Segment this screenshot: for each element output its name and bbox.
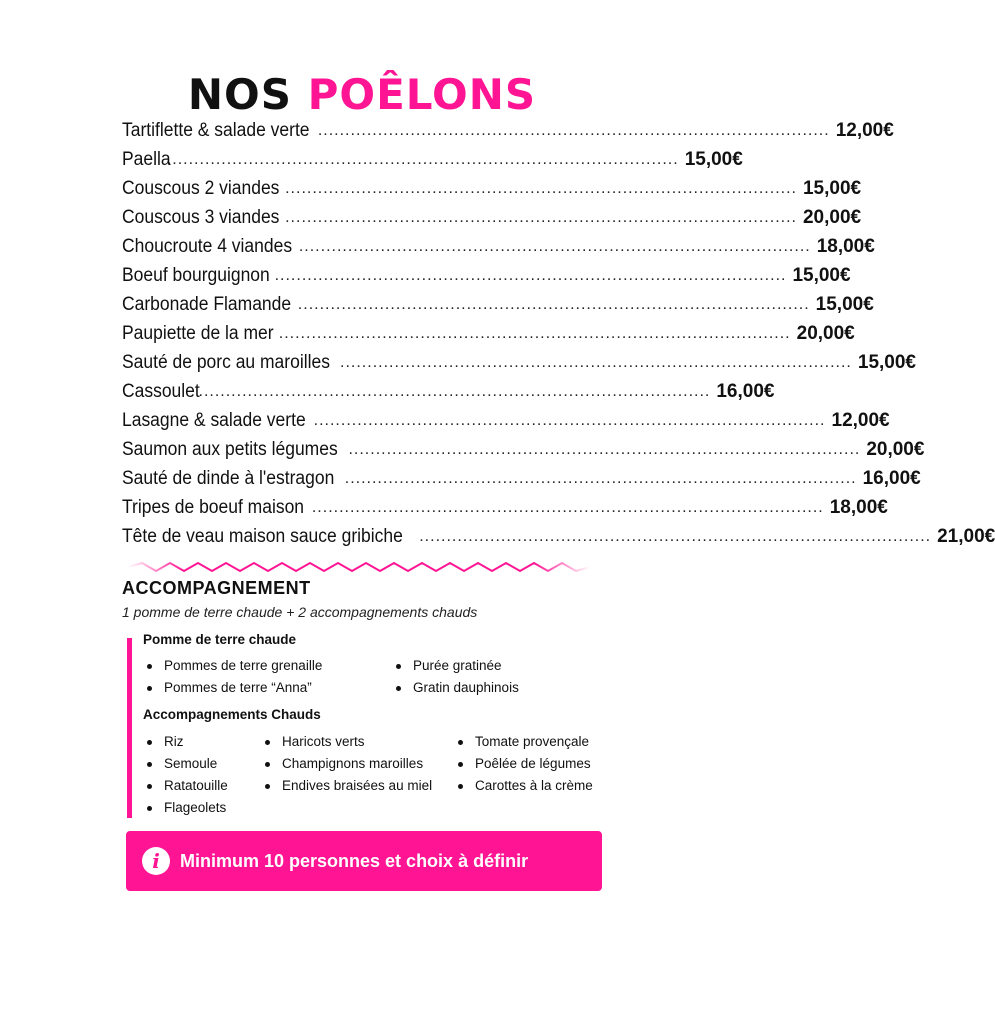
menu-item-name: Sauté de porc au maroilles	[122, 352, 330, 373]
dot-leader: ..............................................................................................	[311, 499, 824, 516]
dot-leader: ..............................................................................................	[348, 441, 861, 458]
list-item-label: Purée gratinée	[413, 658, 502, 673]
list-item-label: Riz	[164, 734, 184, 749]
menu-item-price: 16,00€	[862, 468, 921, 489]
menu-item-name: Couscous 3 viandes	[122, 207, 280, 228]
bullet-icon	[147, 740, 152, 745]
bullet-icon	[147, 784, 152, 789]
menu-item-name: Sauté de dinde à l'estragon	[122, 468, 335, 489]
menu-item	[122, 493, 888, 522]
dot-leader: ..............................................................................................	[278, 325, 791, 342]
menu-item-price: 20,00€	[796, 323, 855, 344]
dot-leader: ..............................................................................................	[166, 151, 679, 168]
list-item	[143, 753, 228, 775]
title-word-poelons: POÊLONS	[307, 70, 537, 119]
menu-list	[122, 116, 995, 551]
menu-item-name: Paupiette de la mer	[122, 323, 274, 344]
menu-item	[122, 203, 862, 232]
dot-leader: ..............................................................................................	[317, 122, 830, 139]
menu-item	[122, 406, 890, 435]
sides-title: Accompagnements Chauds	[143, 707, 321, 722]
list-item	[261, 753, 432, 775]
menu-item-price: 18,00€	[829, 497, 888, 518]
dot-leader: ..............................................................................................	[298, 238, 811, 255]
zigzag-divider	[128, 560, 590, 574]
menu-item	[122, 348, 916, 377]
list-item	[454, 731, 593, 753]
menu-item	[122, 319, 855, 348]
list-item-label: Gratin dauphinois	[413, 680, 519, 695]
list-item-label: Semoule	[164, 756, 218, 771]
accompagnement-subtitle: 1 pomme de terre chaude + 2 accompagnements chauds	[122, 604, 478, 620]
potatoes-col-1	[143, 655, 322, 699]
page-title	[0, 70, 724, 120]
menu-item-price: 15,00€	[857, 352, 916, 373]
dot-leader: ..............................................................................................	[297, 296, 810, 313]
menu-item	[122, 522, 995, 551]
list-item-label: Endives braisées au miel	[282, 778, 433, 793]
accent-bar	[127, 638, 132, 818]
list-item	[261, 775, 432, 797]
bullet-icon	[396, 664, 401, 669]
bullet-icon	[265, 740, 270, 745]
menu-item	[122, 232, 875, 261]
menu-item-price: 12,00€	[835, 120, 894, 141]
list-item-label: Ratatouille	[164, 778, 228, 793]
menu-item	[122, 145, 743, 174]
list-item-label: Champignons maroilles	[282, 756, 424, 771]
list-item-label: Pommes de terre “Anna”	[164, 680, 312, 695]
accompagnement-title: ACCOMPAGNEMENT	[122, 578, 311, 598]
dot-leader: ..............................................................................................	[285, 209, 797, 226]
menu-item-price: 18,00€	[816, 236, 875, 257]
list-item-label: Pommes de terre grenaille	[164, 658, 323, 673]
sides-col-2	[261, 731, 432, 797]
menu-item	[122, 116, 894, 145]
potatoes-title: Pomme de terre chaude	[143, 632, 297, 647]
info-banner	[126, 831, 602, 891]
bullet-icon	[458, 740, 463, 745]
potatoes-col-2	[392, 655, 519, 699]
dot-leader: ..............................................................................................	[274, 267, 787, 284]
bullet-icon	[147, 806, 152, 811]
dot-leader: ..............................................................................................	[340, 354, 852, 371]
menu-item-price: 15,00€	[802, 178, 862, 199]
list-item-label: Flageolets	[164, 800, 227, 815]
title-word-nos: NOS	[187, 70, 292, 119]
menu-item	[122, 261, 851, 290]
menu-item-price: 15,00€	[684, 149, 743, 170]
list-item	[392, 677, 519, 699]
list-item	[261, 731, 432, 753]
menu-item-name: Saumon aux petits légumes	[122, 439, 338, 460]
menu-item-name: Lasagne & salade verte	[122, 410, 306, 431]
menu-item-price: 15,00€	[792, 265, 851, 286]
menu-item-name: Cassoulet	[122, 381, 200, 402]
bullet-icon	[147, 762, 152, 767]
list-item	[454, 775, 593, 797]
menu-item-name: Boeuf bourguignon	[122, 265, 270, 286]
list-item-label: Carottes à la crème	[475, 778, 593, 793]
menu-item	[122, 174, 862, 203]
menu-item-name: Tête de veau maison sauce gribiche	[122, 526, 403, 547]
info-text: Minimum 10 personnes et choix à définir	[180, 850, 529, 871]
list-item-label: Haricots verts	[282, 734, 365, 749]
menu-item-name: Tartiflette & salade verte	[122, 120, 310, 141]
dot-leader: ..............................................................................................	[198, 383, 711, 400]
bullet-icon	[458, 762, 463, 767]
menu-item-price: 20,00€	[802, 207, 862, 228]
sides-col-1	[143, 731, 228, 819]
menu-item	[122, 464, 921, 493]
menu-item	[122, 435, 925, 464]
list-item-label: Tomate provençale	[475, 734, 590, 749]
bullet-icon	[265, 762, 270, 767]
list-item	[454, 753, 593, 775]
menu-item	[122, 290, 874, 319]
menu-item-price: 12,00€	[831, 410, 890, 431]
menu-item-name: Carbonade Flamande	[122, 294, 292, 315]
menu-item-price: 16,00€	[716, 381, 775, 402]
info-icon: i	[142, 847, 170, 875]
menu-item-name: Tripes de boeuf maison	[122, 497, 305, 518]
dot-leader: ..............................................................................................	[285, 180, 797, 197]
menu-item-name: Couscous 2 viandes	[122, 178, 280, 199]
bullet-icon	[147, 686, 152, 691]
list-item-label: Poêlée de légumes	[475, 756, 591, 771]
dot-leader: ..............................................................................................	[313, 412, 826, 429]
menu-item-name: Choucroute 4 viandes	[122, 236, 293, 257]
bullet-icon	[265, 784, 270, 789]
list-item	[143, 775, 228, 797]
bullet-icon	[458, 784, 463, 789]
list-item	[143, 677, 322, 699]
dot-leader: ..............................................................................................	[344, 470, 857, 487]
sides-col-3	[454, 731, 593, 797]
menu-item-price: 20,00€	[866, 439, 925, 460]
menu-item-price: 15,00€	[815, 294, 874, 315]
menu-item-name: Paella	[122, 149, 171, 170]
bullet-icon	[396, 686, 401, 691]
bullet-icon	[147, 664, 152, 669]
list-item	[143, 797, 228, 819]
list-item	[143, 655, 322, 677]
menu-item-price: 21,00€	[937, 526, 995, 547]
list-item	[392, 655, 519, 677]
menu-item	[122, 377, 775, 406]
list-item	[143, 731, 228, 753]
dot-leader: ..............................................................................................	[419, 528, 932, 545]
